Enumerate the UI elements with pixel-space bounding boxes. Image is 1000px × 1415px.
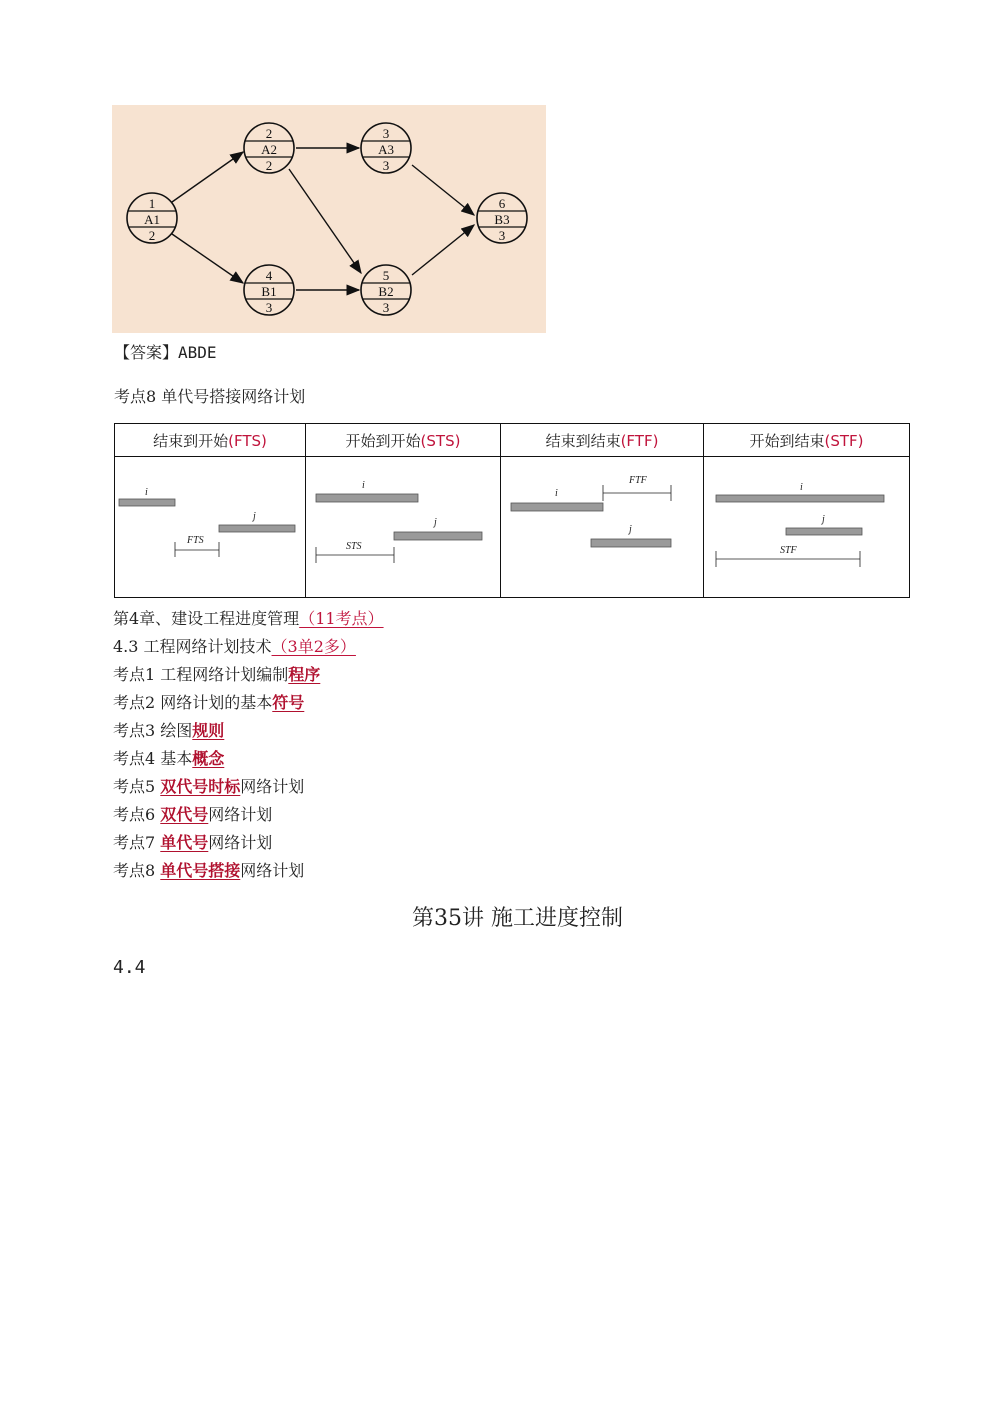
node-b2	[361, 265, 411, 315]
svg-text:j: j	[822, 514, 825, 525]
svg-text:3: 3	[265, 300, 273, 315]
outline-item: 考点3 绘图规则	[113, 721, 225, 740]
svg-text:B3: B3	[494, 212, 510, 227]
chapter-line	[113, 609, 384, 629]
node-a3	[361, 123, 411, 173]
lecture-title: 第35讲 施工进度控制	[412, 906, 623, 931]
section-link[interactable]: （3单2多）	[271, 637, 356, 656]
svg-text:3: 3	[498, 228, 506, 243]
outline-item: 考点7 单代号网络计划	[113, 833, 273, 852]
svg-text:FTF: FTF	[629, 475, 647, 486]
svg-text:i: i	[555, 488, 558, 499]
header-fts: 结束到开始(FTS)	[115, 424, 306, 457]
svg-text:A1: A1	[144, 212, 160, 227]
outline-link[interactable]: 单代号	[160, 833, 209, 852]
svg-text:2: 2	[265, 126, 273, 141]
answer-label: 【答案】	[114, 343, 179, 362]
svg-text:B1: B1	[261, 284, 277, 299]
svg-text:j: j	[253, 511, 256, 522]
cell-fts-diagram	[115, 457, 306, 598]
svg-text:STS: STS	[346, 541, 362, 552]
outline-item: 考点5 双代号时标网络计划	[113, 777, 305, 796]
node-a2	[244, 123, 294, 173]
outline-link[interactable]: 概念	[192, 749, 225, 768]
node-b3	[477, 193, 527, 243]
svg-text:1: 1	[148, 196, 156, 211]
svg-text:6: 6	[498, 196, 506, 211]
svg-text:i: i	[800, 482, 803, 493]
arrow-b2-b3	[412, 225, 474, 275]
outline-link[interactable]: 规则	[192, 721, 225, 740]
outline-item: 考点1 工程网络计划编制程序	[113, 665, 321, 684]
answer-line	[114, 343, 217, 363]
svg-text:A2: A2	[261, 142, 277, 157]
outline-link[interactable]: 程序	[288, 665, 321, 684]
node-a1	[127, 193, 177, 243]
outline-link[interactable]: 符号	[272, 693, 305, 712]
svg-text:i: i	[145, 487, 148, 498]
answer-value: ABDE	[178, 343, 217, 362]
overlap-relations-table	[114, 423, 910, 598]
outline-link[interactable]: 单代号搭接	[160, 861, 241, 880]
arrow-a2-b2	[289, 169, 361, 273]
svg-text:B2: B2	[378, 284, 394, 299]
svg-text:5: 5	[382, 268, 390, 283]
section-line	[113, 637, 356, 657]
svg-text:2: 2	[148, 228, 156, 243]
network-svg	[112, 105, 546, 333]
outline-link[interactable]: 双代号	[160, 805, 209, 824]
outline-link[interactable]: 双代号时标	[160, 777, 241, 796]
svg-text:j: j	[629, 524, 632, 535]
outline-item: 考点8 单代号搭接网络计划	[113, 861, 305, 880]
section-text: 4.3 工程网络计划技术	[113, 637, 272, 656]
svg-text:2: 2	[265, 158, 273, 173]
header-sts: 开始到开始(STS)	[306, 424, 501, 457]
header-ftf: 结束到结束(FTF)	[501, 424, 704, 457]
node-b1	[244, 265, 294, 315]
outline-item: 考点6 双代号网络计划	[113, 805, 273, 824]
svg-text:i: i	[362, 480, 365, 491]
cell-ftf-diagram	[501, 457, 704, 598]
svg-text:A3: A3	[378, 142, 394, 157]
svg-text:STF: STF	[780, 545, 797, 556]
arrow-a1-a2	[172, 152, 243, 202]
cell-stf-diagram	[704, 457, 910, 598]
subsection-number: 4.4	[113, 957, 146, 978]
header-stf: 开始到结束(STF)	[704, 424, 910, 457]
svg-text:FTS: FTS	[187, 535, 204, 546]
chapter-link[interactable]: （11考点）	[299, 609, 384, 628]
svg-text:3: 3	[382, 126, 390, 141]
svg-text:4: 4	[265, 268, 273, 283]
cell-sts-diagram	[306, 457, 501, 598]
arrow-a3-b3	[412, 165, 474, 215]
svg-text:j: j	[434, 517, 437, 528]
outline-item: 考点4 基本概念	[113, 749, 225, 768]
svg-text:3: 3	[382, 158, 390, 173]
arrow-a1-b1	[172, 234, 243, 283]
chapter-text: 第4章、建设工程进度管理	[113, 609, 300, 628]
svg-text:3: 3	[382, 300, 390, 315]
outline-item: 考点2 网络计划的基本符号	[113, 693, 305, 712]
network-diagram	[112, 105, 546, 333]
section-title: 考点8 单代号搭接网络计划	[114, 387, 306, 406]
